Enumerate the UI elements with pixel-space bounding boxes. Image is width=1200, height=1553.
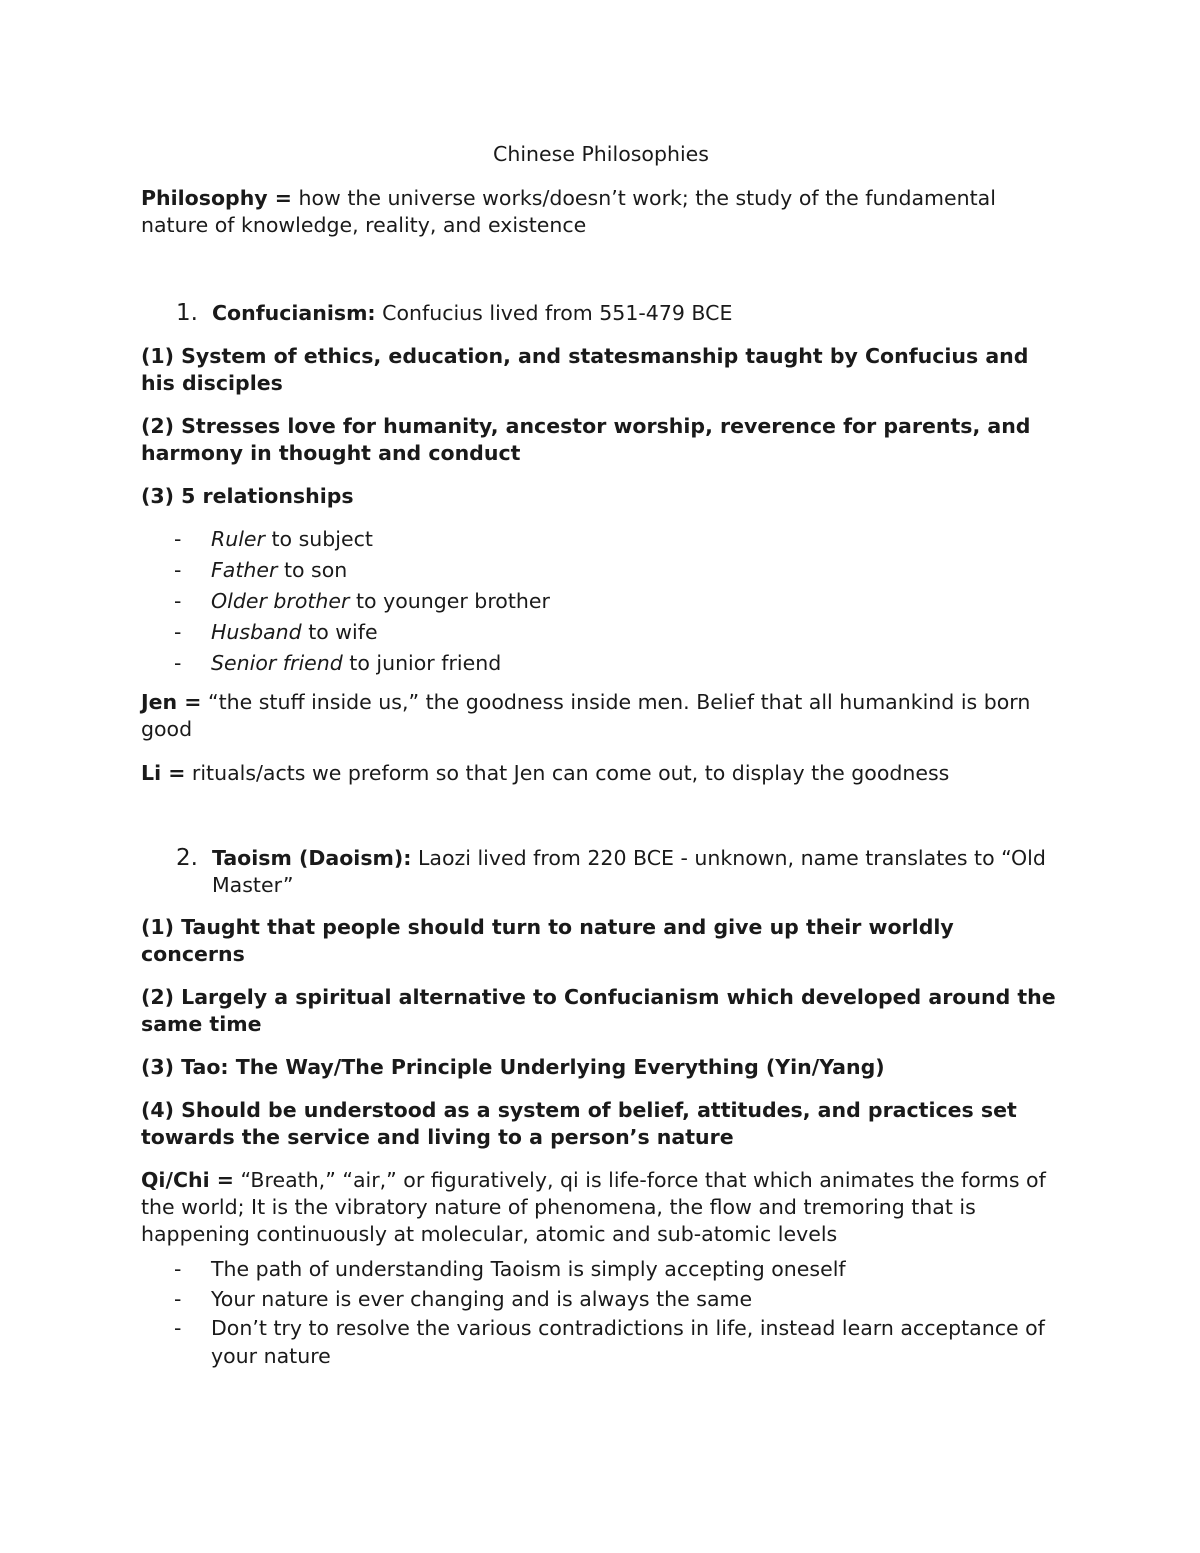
bullet-text: Your nature is ever changing and is always the same <box>211 1287 753 1311</box>
term-text: “Breath,” “air,” or figuratively, qi is life-force that which animates the forms of the world; It is the vibratory nature of phenomena, the flow and tremoring that is happening continuously at molecular, atomic and sub-atomic levels <box>141 1168 1046 1246</box>
relationship-rest: to junior friend <box>342 651 502 675</box>
confucianism-point-2: (2) Stresses love for humanity, ancestor worship, reverence for parents, and harmony in thought and conduct <box>141 414 1031 465</box>
relationship-rest: to younger brother <box>349 589 550 613</box>
term-label: Qi/Chi = <box>141 1168 234 1192</box>
section-heading-taoism <box>141 845 1061 899</box>
li-definition <box>141 760 1061 787</box>
term-text: “the stuff inside us,” the goodness inside men. Belief that all humankind is born good <box>141 690 1031 741</box>
confucianism-point-3: (3) 5 relationships <box>141 484 354 508</box>
term-label: Jen = <box>141 690 202 714</box>
section-name: Taoism (Daoism): <box>212 846 412 870</box>
bullet-text: Don’t try to resolve the various contradictions in life, instead learn acceptance of your nature <box>211 1316 1045 1368</box>
list-item <box>141 524 1061 555</box>
list-item <box>141 555 1061 586</box>
document-page <box>141 141 1061 1370</box>
taoism-point-1: (1) Taught that people should turn to nature and give up their worldly concerns <box>141 915 954 966</box>
qi-definition <box>141 1167 1061 1248</box>
relationships-list <box>141 524 1061 679</box>
term-label: Li = <box>141 761 186 785</box>
dash-bullet: - <box>174 558 182 582</box>
taoism-point-3: (3) Tao: The Way/The Principle Underlying Everything (Yin/Yang) <box>141 1055 885 1079</box>
section-number: 2. <box>176 845 198 871</box>
list-item <box>141 1314 1061 1370</box>
dash-bullet: - <box>174 527 182 551</box>
relationship-role: Father <box>211 558 278 582</box>
dash-bullet: - <box>174 1316 182 1340</box>
relationship-role: Husband <box>211 620 302 644</box>
jen-definition <box>141 689 1061 743</box>
list-item <box>141 1254 1061 1284</box>
taoism-point-2: (2) Largely a spiritual alternative to Confucianism which developed around the same time <box>141 985 1056 1036</box>
taoism-bullet-list <box>141 1254 1061 1370</box>
relationship-rest: to wife <box>301 620 378 644</box>
definition-term: Philosophy = <box>141 186 292 210</box>
confucianism-point-1: (1) System of ethics, education, and statesmanship taught by Confucius and his disciples <box>141 344 1029 395</box>
relationship-role: Senior friend <box>211 651 343 675</box>
list-item <box>141 617 1061 648</box>
section-heading-confucianism <box>141 300 1061 327</box>
relationship-rest: to son <box>277 558 348 582</box>
list-item <box>141 586 1061 617</box>
taoism-point-4: (4) Should be understood as a system of belief, attitudes, and practices set towards the service and living to a person’s nature <box>141 1098 1017 1149</box>
dash-bullet: - <box>174 1257 182 1281</box>
section-intro: Confucius lived from 551-479 BCE <box>375 301 733 325</box>
dash-bullet: - <box>174 651 182 675</box>
document-title: Chinese Philosophies <box>493 142 709 166</box>
dash-bullet: - <box>174 620 182 644</box>
list-item <box>141 1284 1061 1314</box>
philosophy-definition <box>141 185 1061 239</box>
bullet-text: The path of understanding Taoism is simply accepting oneself <box>211 1257 846 1281</box>
section-number: 1. <box>176 300 198 326</box>
relationship-role: Older brother <box>211 589 350 613</box>
relationship-rest: to subject <box>264 527 373 551</box>
section-intro: Laozi lived from 220 BCE - unknown, name translates to “Old Master” <box>212 846 1046 897</box>
dash-bullet: - <box>174 589 182 613</box>
definition-text: how the universe works/doesn’t work; the study of the fundamental nature of knowledge, reality, and existence <box>141 186 996 237</box>
term-text: rituals/acts we preform so that Jen can come out, to display the goodness <box>185 761 950 785</box>
section-name: Confucianism: <box>212 301 376 325</box>
list-item <box>141 648 1061 679</box>
relationship-role: Ruler <box>211 527 265 551</box>
dash-bullet: - <box>174 1287 182 1311</box>
